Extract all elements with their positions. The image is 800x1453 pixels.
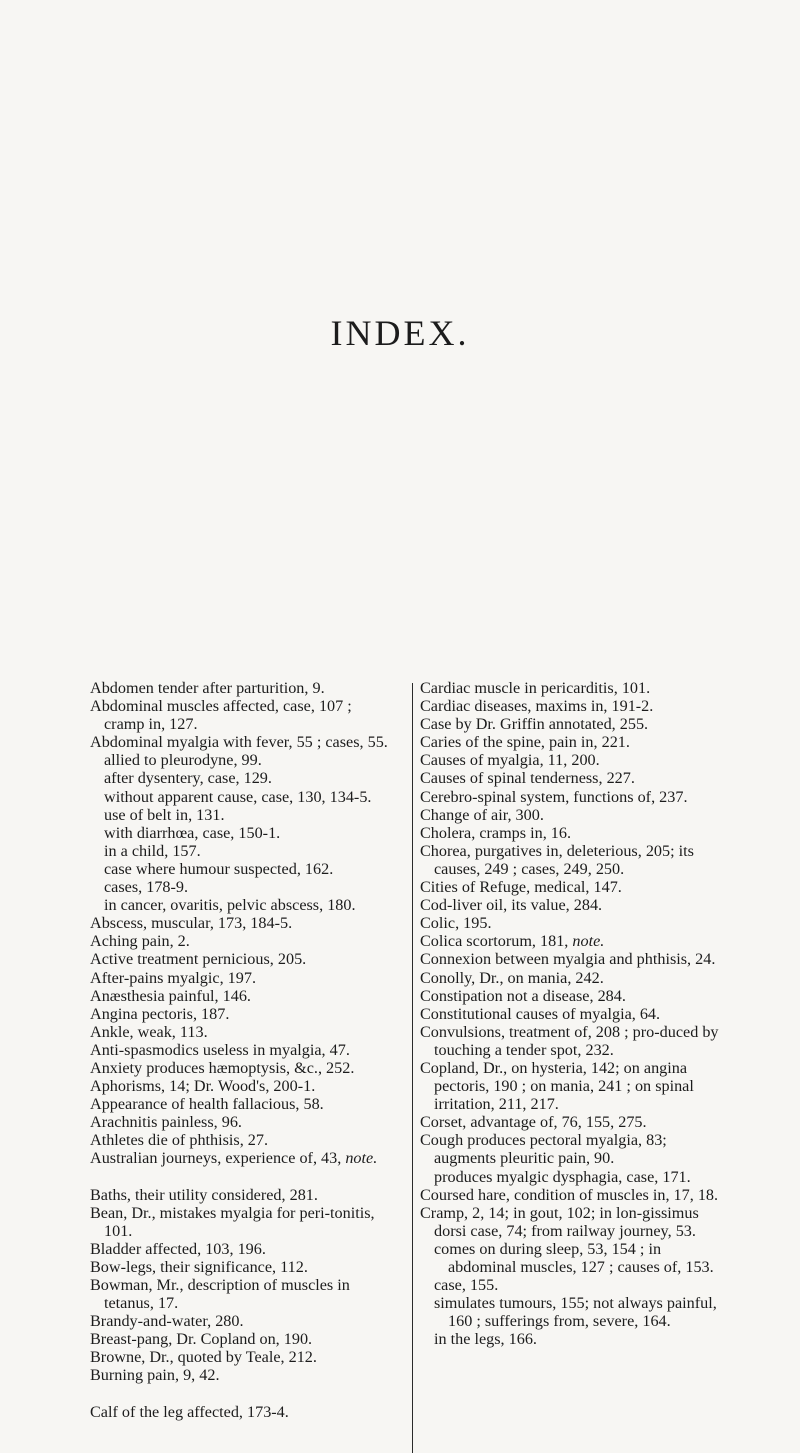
index-entry bbox=[420, 1113, 720, 1131]
index-entry bbox=[90, 932, 390, 950]
page-title: INDEX. bbox=[330, 313, 470, 354]
index-entry-text: use of belt in, 131. bbox=[104, 805, 225, 824]
index-entry bbox=[420, 969, 720, 987]
index-entry bbox=[90, 697, 390, 733]
index-entry bbox=[90, 751, 390, 769]
index-entry bbox=[90, 1366, 390, 1384]
index-entry-text: Appearance of health fallacious, 58. bbox=[90, 1095, 324, 1114]
index-entry bbox=[420, 806, 720, 824]
index-entry bbox=[90, 806, 390, 824]
index-entry bbox=[90, 1348, 390, 1366]
index-entry-text: Cardiac muscle in pericarditis, 101. bbox=[420, 679, 651, 697]
index-entry-text: Coursed hare, condition of muscles in, 17, 18. bbox=[420, 1185, 719, 1204]
index-entry-text: Athletes die of phthisis, 27. bbox=[90, 1131, 269, 1150]
index-entry-text: After-pains myalgic, 197. bbox=[90, 968, 257, 987]
index-entry bbox=[420, 697, 720, 715]
index-entry bbox=[90, 969, 390, 987]
index-entry-text: cases, 178-9. bbox=[104, 878, 189, 897]
index-entry bbox=[90, 1113, 390, 1131]
index-entry bbox=[420, 1023, 720, 1059]
index-entry bbox=[90, 1330, 390, 1348]
index-entry bbox=[90, 788, 390, 806]
index-entry-text: Chorea, purgatives in, deleterious, 205; its causes, 249 ; cases, 249, 250. bbox=[420, 841, 694, 878]
index-entry-text: Bowman, Mr., description of muscles in tetanus, 17. bbox=[90, 1276, 350, 1313]
index-entry-text: Aphorisms, 14; Dr. Wood's, 200-1. bbox=[90, 1077, 316, 1096]
index-entry bbox=[420, 1204, 720, 1240]
index-entry bbox=[420, 932, 720, 950]
index-entry bbox=[90, 679, 390, 697]
index-entry bbox=[90, 1403, 390, 1421]
index-column-right bbox=[420, 679, 720, 1348]
index-entry bbox=[90, 1149, 390, 1167]
index-entry-text: Copland, Dr., on hysteria, 142; on angina pectoris, 190 ; on mania, 241 ; on spinal irritation, 211, 217. bbox=[420, 1058, 694, 1114]
index-entry-text: Causes of myalgia, 11, 200. bbox=[420, 751, 600, 770]
index-entry-text: Angina pectoris, 187. bbox=[90, 1004, 230, 1023]
index-entry-text: Abscess, muscular, 173, 184-5. bbox=[90, 914, 293, 933]
index-entry-text: Abdominal myalgia with fever, 55 ; cases, 55. bbox=[90, 733, 388, 752]
index-entry-text: Colica scortorum, 181, bbox=[420, 932, 569, 951]
index-entry bbox=[90, 1312, 390, 1330]
index-entry-text: simulates tumours, 155; not always painful, 160 ; sufferings from, severe, 164. bbox=[434, 1294, 717, 1331]
index-entry bbox=[420, 842, 720, 878]
index-entry-note: note. bbox=[345, 1149, 378, 1168]
index-entry-text: Causes of spinal tenderness, 227. bbox=[420, 769, 635, 788]
index-entry bbox=[90, 878, 390, 896]
index-entry-text: Cerebro-spinal system, functions of, 237. bbox=[420, 787, 688, 806]
index-entry bbox=[90, 1095, 390, 1113]
index-entry-text: in the legs, 166. bbox=[434, 1330, 537, 1349]
index-entry-text: Breast-pang, Dr. Copland on, 190. bbox=[90, 1330, 313, 1349]
index-entry-text: Conolly, Dr., on mania, 242. bbox=[420, 968, 604, 987]
index-entry bbox=[420, 679, 720, 697]
index-entry-text: Cod-liver oil, its value, 284. bbox=[420, 896, 603, 915]
index-entry-text: Cramp, 2, 14; in gout, 102; in lon-gissimus dorsi case, 74; from railway journey, 53. bbox=[420, 1203, 699, 1240]
index-entry-text: Bow-legs, their significance, 112. bbox=[90, 1257, 308, 1276]
index-entry bbox=[90, 860, 390, 878]
index-entry-text: Case by Dr. Griffin annotated, 255. bbox=[420, 715, 649, 734]
index-entry-text: Connexion between myalgia and phthisis, 24. bbox=[420, 950, 716, 969]
index-entry bbox=[420, 788, 720, 806]
index-entry-text: Anxiety produces hæmoptysis, &c., 252. bbox=[90, 1058, 355, 1077]
index-entry-text: Active treatment pernicious, 205. bbox=[90, 950, 307, 969]
index-entry bbox=[420, 1059, 720, 1113]
index-entry bbox=[420, 987, 720, 1005]
index-entry-text: Baths, their utility considered, 281. bbox=[90, 1185, 318, 1204]
index-entry bbox=[420, 1240, 720, 1276]
index-entry bbox=[420, 1276, 720, 1294]
index-entry-text: allied to pleurodyne, 99. bbox=[104, 751, 262, 770]
index-entry-text: in a child, 157. bbox=[104, 841, 201, 860]
index-entry-text: comes on during sleep, 53, 154 ; in abdominal muscles, 127 ; causes of, 153. bbox=[434, 1239, 714, 1276]
index-entry bbox=[420, 896, 720, 914]
index-entry bbox=[90, 950, 390, 968]
index-entry-text: Cough produces pectoral myalgia, 83; augments pleuritic pain, 90. bbox=[420, 1131, 667, 1168]
index-entry bbox=[420, 914, 720, 932]
index-entry-text: after dysentery, case, 129. bbox=[104, 769, 272, 788]
index-entry-text: Anæsthesia painful, 146. bbox=[90, 986, 251, 1005]
index-entry bbox=[420, 1294, 720, 1330]
index-column-left bbox=[90, 679, 390, 1421]
index-entry-text: produces myalgic dysphagia, case, 171. bbox=[434, 1167, 691, 1186]
index-entry-text: with diarrhœa, case, 150-1. bbox=[104, 823, 281, 842]
index-entry-text: Aching pain, 2. bbox=[90, 932, 190, 951]
index-entry bbox=[420, 950, 720, 968]
index-entry bbox=[90, 842, 390, 860]
index-entry bbox=[90, 1186, 390, 1204]
index-entry bbox=[420, 1186, 720, 1204]
index-entry-text: Ankle, weak, 113. bbox=[90, 1022, 208, 1041]
index-entry bbox=[90, 1059, 390, 1077]
index-entry-text: Corset, advantage of, 76, 155, 275. bbox=[420, 1113, 647, 1132]
index-entry bbox=[90, 733, 390, 751]
index-entry-text: Colic, 195. bbox=[420, 914, 492, 933]
index-entry-text: Convulsions, treatment of, 208 ; pro-duced by touching a tender spot, 232. bbox=[420, 1022, 719, 1059]
index-entry bbox=[420, 769, 720, 787]
index-entry-text: Brandy-and-water, 280. bbox=[90, 1312, 244, 1331]
index-entry-text: Abdominal muscles affected, case, 107 ; cramp in, 127. bbox=[90, 697, 352, 734]
index-entry bbox=[420, 715, 720, 733]
index-entry bbox=[90, 1276, 390, 1312]
index-entry-text: Cholera, cramps in, 16. bbox=[420, 823, 572, 842]
index-entry bbox=[90, 1258, 390, 1276]
index-entry bbox=[420, 824, 720, 842]
index-entry bbox=[90, 1005, 390, 1023]
index-entry-note: note. bbox=[572, 932, 605, 951]
index-entry-text: Constipation not a disease, 284. bbox=[420, 986, 626, 1005]
index-entry-text: Browne, Dr., quoted by Teale, 212. bbox=[90, 1348, 317, 1367]
index-entry bbox=[420, 1168, 720, 1186]
index-entry-text: Burning pain, 9, 42. bbox=[90, 1366, 220, 1385]
index-entry bbox=[420, 1131, 720, 1167]
index-entry-text: case where humour suspected, 162. bbox=[104, 859, 334, 878]
index-entry bbox=[90, 1204, 390, 1240]
index-entry bbox=[90, 914, 390, 932]
index-entry-text: Australian journeys, experience of, 43, bbox=[90, 1149, 342, 1168]
index-entry-text: Bean, Dr., mistakes myalgia for peri-tonitis, 101. bbox=[90, 1203, 375, 1240]
index-entry bbox=[90, 896, 390, 914]
index-entry-text: in cancer, ovaritis, pelvic abscess, 180. bbox=[104, 896, 356, 915]
index-entry-text: Anti-spasmodics useless in myalgia, 47. bbox=[90, 1040, 350, 1059]
index-entry-text: Change of air, 300. bbox=[420, 805, 544, 824]
index-entry-text: Cities of Refuge, medical, 147. bbox=[420, 878, 622, 897]
index-entry bbox=[90, 987, 390, 1005]
index-entry bbox=[90, 1131, 390, 1149]
index-entry bbox=[420, 1005, 720, 1023]
index-entry bbox=[90, 1077, 390, 1095]
index-entry bbox=[420, 1330, 720, 1348]
index-entry-text: Constitutional causes of myalgia, 64. bbox=[420, 1004, 661, 1023]
index-entry-text: case, 155. bbox=[434, 1276, 499, 1295]
index-entry bbox=[90, 769, 390, 787]
index-entry bbox=[90, 824, 390, 842]
index-entry-text: Arachnitis painless, 96. bbox=[90, 1113, 242, 1132]
index-entry bbox=[420, 751, 720, 769]
index-entry-text: Abdomen tender after parturition, 9. bbox=[90, 679, 325, 697]
index-entry bbox=[90, 1023, 390, 1041]
index-entry bbox=[90, 1041, 390, 1059]
index-entry-text: Cardiac diseases, maxims in, 191-2. bbox=[420, 697, 654, 716]
index-entry-text: Bladder affected, 103, 196. bbox=[90, 1239, 266, 1258]
index-entry bbox=[420, 878, 720, 896]
index-entry-text: Caries of the spine, pain in, 221. bbox=[420, 733, 630, 752]
index-entry-text: Calf of the leg affected, 173-4. bbox=[90, 1402, 289, 1421]
index-entry bbox=[90, 1240, 390, 1258]
index-entry-text: without apparent cause, case, 130, 134-5. bbox=[104, 787, 372, 806]
index-entry bbox=[420, 733, 720, 751]
